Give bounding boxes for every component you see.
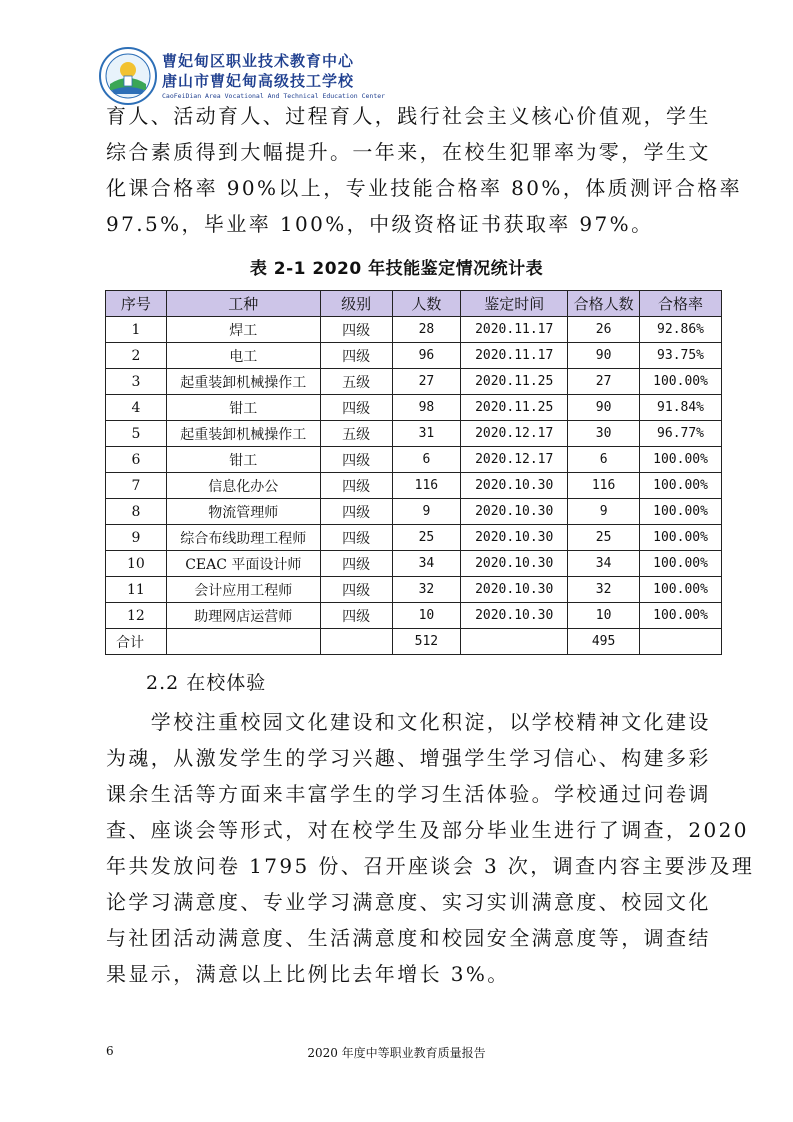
row-index: 10 xyxy=(106,551,167,577)
row-level: 五级 xyxy=(320,369,392,395)
skill-assessment-table xyxy=(105,290,722,655)
row-level: 五级 xyxy=(320,421,392,447)
row-level: 四级 xyxy=(320,577,392,603)
text-line: 果显示，满意以上比例比去年增长 3%。 xyxy=(106,962,510,986)
row-pass-rate: 100.00% xyxy=(640,369,722,395)
row-count: 9 xyxy=(392,499,461,525)
row-level: 四级 xyxy=(320,525,392,551)
row-level: 四级 xyxy=(320,395,392,421)
row-date: 2020.10.30 xyxy=(461,473,568,499)
total-cell xyxy=(461,629,568,655)
row-passed: 116 xyxy=(568,473,640,499)
col-header-index: 序号 xyxy=(106,291,167,317)
row-level: 四级 xyxy=(320,447,392,473)
row-passed: 10 xyxy=(568,603,640,629)
row-date: 2020.11.17 xyxy=(461,343,568,369)
row-trade: 钳工 xyxy=(166,395,320,421)
row-pass-rate: 100.00% xyxy=(640,603,722,629)
col-header-date: 鉴定时间 xyxy=(461,291,568,317)
row-trade: 焊工 xyxy=(166,317,320,343)
text-line: 课余生活等方面来丰富学生的学习生活体验。学校通过问卷调 xyxy=(106,782,711,806)
text-line: 为魂，从激发学生的学习兴趣、增强学生学习信心、构建多彩 xyxy=(106,746,711,770)
row-passed: 30 xyxy=(568,421,640,447)
row-trade: 起重装卸机械操作工 xyxy=(166,369,320,395)
row-count: 25 xyxy=(392,525,461,551)
row-trade: 物流管理师 xyxy=(166,499,320,525)
table-row xyxy=(106,525,722,551)
row-passed: 90 xyxy=(568,395,640,421)
row-index: 4 xyxy=(106,395,167,421)
total-cell xyxy=(320,629,392,655)
row-date: 2020.10.30 xyxy=(461,499,568,525)
row-passed: 25 xyxy=(568,525,640,551)
text-line: 年共发放问卷 1795 份、召开座谈会 3 次，调查内容主要涉及理 xyxy=(106,854,755,878)
row-trade: 起重装卸机械操作工 xyxy=(166,421,320,447)
row-index: 1 xyxy=(106,317,167,343)
row-trade: 信息化办公 xyxy=(166,473,320,499)
section-heading: 2.2 在校体验 xyxy=(146,672,267,694)
text-line: 育人、活动育人、过程育人，践行社会主义核心价值观，学生 xyxy=(106,104,711,128)
col-header-pass-rate: 合格率 xyxy=(640,291,722,317)
table-row xyxy=(106,343,722,369)
row-level: 四级 xyxy=(320,603,392,629)
row-index: 6 xyxy=(106,447,167,473)
table-header-row xyxy=(106,291,722,317)
row-level: 四级 xyxy=(320,473,392,499)
row-index: 7 xyxy=(106,473,167,499)
row-index: 11 xyxy=(106,577,167,603)
row-date: 2020.10.30 xyxy=(461,577,568,603)
total-count: 512 xyxy=(392,629,461,655)
row-pass-rate: 100.00% xyxy=(640,525,722,551)
row-index: 8 xyxy=(106,499,167,525)
school-name-line1: 曹妃甸区职业技术教育中心 xyxy=(162,52,355,70)
col-header-passed: 合格人数 xyxy=(568,291,640,317)
text-line: 与社团活动满意度、生活满意度和校园安全满意度等，调查结 xyxy=(106,926,711,950)
row-count: 28 xyxy=(392,317,461,343)
row-level: 四级 xyxy=(320,317,392,343)
row-count: 27 xyxy=(392,369,461,395)
row-count: 96 xyxy=(392,343,461,369)
row-index: 5 xyxy=(106,421,167,447)
text-line: 学校注重校园文化建设和文化积淀，以学校精神文化建设 xyxy=(106,710,711,734)
row-count: 34 xyxy=(392,551,461,577)
table-row xyxy=(106,317,722,343)
row-trade: 钳工 xyxy=(166,447,320,473)
row-count: 10 xyxy=(392,603,461,629)
total-passed: 495 xyxy=(568,629,640,655)
row-passed: 34 xyxy=(568,551,640,577)
row-passed: 6 xyxy=(568,447,640,473)
school-logo-icon xyxy=(98,46,158,106)
intro-paragraph xyxy=(106,98,743,242)
row-count: 32 xyxy=(392,577,461,603)
row-pass-rate: 100.00% xyxy=(640,447,722,473)
table-row xyxy=(106,473,722,499)
row-count: 6 xyxy=(392,447,461,473)
row-date: 2020.11.25 xyxy=(461,369,568,395)
row-level: 四级 xyxy=(320,551,392,577)
table-row xyxy=(106,369,722,395)
total-label: 合计 xyxy=(106,629,167,655)
row-level: 四级 xyxy=(320,499,392,525)
row-pass-rate: 100.00% xyxy=(640,473,722,499)
text-line: 97.5%，毕业率 100%，中级资格证书获取率 97%。 xyxy=(106,212,654,236)
row-date: 2020.10.30 xyxy=(461,603,568,629)
table-row xyxy=(106,395,722,421)
body-paragraph xyxy=(106,704,755,992)
row-date: 2020.12.17 xyxy=(461,421,568,447)
col-header-level: 级别 xyxy=(320,291,392,317)
table-row xyxy=(106,577,722,603)
text-line: 综合素质得到大幅提升。一年来，在校生犯罪率为零，学生文 xyxy=(106,140,711,164)
row-pass-rate: 96.77% xyxy=(640,421,722,447)
row-passed: 32 xyxy=(568,577,640,603)
row-passed: 26 xyxy=(568,317,640,343)
row-pass-rate: 91.84% xyxy=(640,395,722,421)
row-passed: 9 xyxy=(568,499,640,525)
row-trade: 助理网店运营师 xyxy=(166,603,320,629)
table-total-row xyxy=(106,629,722,655)
row-pass-rate: 100.00% xyxy=(640,577,722,603)
row-trade: 综合布线助理工程师 xyxy=(166,525,320,551)
row-pass-rate: 92.86% xyxy=(640,317,722,343)
row-passed: 90 xyxy=(568,343,640,369)
row-trade: CEAC 平面设计师 xyxy=(166,551,320,577)
table-row xyxy=(106,551,722,577)
table-row xyxy=(106,447,722,473)
table-row xyxy=(106,603,722,629)
school-name-line2: 唐山市曹妃甸高级技工学校 xyxy=(162,72,355,90)
row-level: 四级 xyxy=(320,343,392,369)
text-line: 论学习满意度、专业学习满意度、实习实训满意度、校园文化 xyxy=(106,890,711,914)
row-count: 98 xyxy=(392,395,461,421)
row-index: 9 xyxy=(106,525,167,551)
col-header-count: 人数 xyxy=(392,291,461,317)
row-index: 2 xyxy=(106,343,167,369)
row-trade: 会计应用工程师 xyxy=(166,577,320,603)
row-pass-rate: 100.00% xyxy=(640,551,722,577)
row-date: 2020.11.17 xyxy=(461,317,568,343)
row-date: 2020.11.25 xyxy=(461,395,568,421)
row-date: 2020.10.30 xyxy=(461,551,568,577)
row-count: 116 xyxy=(392,473,461,499)
footer-report-title: 2020 年度中等职业教育质量报告 xyxy=(307,1046,486,1060)
row-date: 2020.12.17 xyxy=(461,447,568,473)
table-title: 表 2-1 2020 年技能鉴定情况统计表 xyxy=(249,259,544,279)
row-passed: 27 xyxy=(568,369,640,395)
table-row xyxy=(106,421,722,447)
text-line: 化课合格率 90%以上，专业技能合格率 80%，体质测评合格率 xyxy=(106,176,743,200)
row-trade: 电工 xyxy=(166,343,320,369)
row-date: 2020.10.30 xyxy=(461,525,568,551)
total-cell xyxy=(640,629,722,655)
row-count: 31 xyxy=(392,421,461,447)
row-index: 12 xyxy=(106,603,167,629)
row-pass-rate: 93.75% xyxy=(640,343,722,369)
table-row xyxy=(106,499,722,525)
page-number: 6 xyxy=(106,1044,114,1058)
row-pass-rate: 100.00% xyxy=(640,499,722,525)
row-index: 3 xyxy=(106,369,167,395)
total-cell xyxy=(166,629,320,655)
col-header-trade: 工种 xyxy=(166,291,320,317)
text-line: 查、座谈会等形式，对在校学生及部分毕业生进行了调查，2020 xyxy=(106,818,749,842)
school-name-english: CaoFeiDian Area Vocational And Technical Education Center xyxy=(162,92,386,100)
